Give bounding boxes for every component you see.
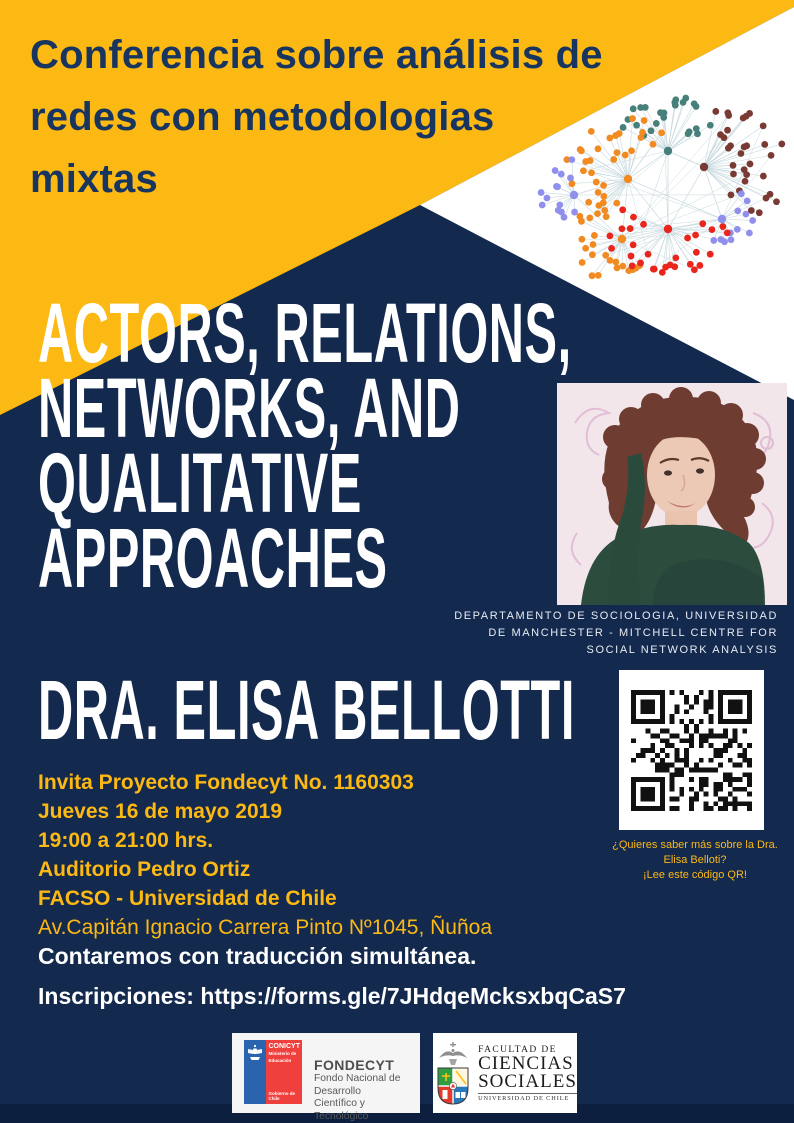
detail-time: 19:00 a 21:00 hrs. <box>38 829 214 852</box>
headline-line-2: NETWORKS, AND <box>38 361 461 455</box>
government-label: Gobierno de Chile <box>268 1091 296 1101</box>
ministry-line: Ministerio de <box>268 1051 297 1056</box>
facso-text <box>478 1045 577 1102</box>
event-details <box>38 768 492 942</box>
headline-line-4: APPROACHES <box>38 511 388 605</box>
qr-caption-line: ¡Lee este código QR! <box>643 869 747 881</box>
detail-organizer: Invita Proyecto Fondecyt No. 1160303 <box>38 771 414 794</box>
faculty-name-line: CIENCIAS <box>478 1052 574 1074</box>
speaker-affiliation <box>454 608 778 659</box>
poster-title-line: Conferencia sobre análisis de <box>30 33 603 77</box>
conicyt-brand: CONICYT <box>268 1043 300 1050</box>
uchile-shield-icon <box>433 1040 473 1106</box>
fondecyt-text <box>314 1057 420 1123</box>
qr-caption <box>599 838 791 883</box>
conicyt-emblem <box>244 1040 302 1104</box>
university-name: UNIVERSIDAD DE CHILE <box>478 1093 577 1102</box>
fondecyt-desc-line: Científico y Tecnológico <box>314 1098 369 1122</box>
fondecyt-desc-line: Fondo Nacional de Desarrollo <box>314 1073 401 1097</box>
qr-caption-line: ¿Quieres saber más sobre la Dra. Elisa Belloti? <box>612 839 778 866</box>
headline-line-1: ACTORS, RELATIONS, <box>38 286 572 380</box>
fondecyt-name: FONDECYT <box>314 1057 395 1073</box>
poster-title-line: mixtas <box>30 157 158 201</box>
chile-coat-of-arms-icon <box>244 1040 266 1104</box>
affiliation-line: DE MANCHESTER - MITCHELL CENTRE FOR <box>488 627 778 639</box>
ministry-line: Educación <box>268 1057 292 1063</box>
faculty-prefix: FACULTAD DE <box>478 1044 557 1055</box>
translation-note: Contaremos con traducción simultánea. <box>38 943 477 969</box>
conicyt-emblem-text <box>266 1040 303 1104</box>
detail-venue: Auditorio Pedro Ortiz <box>38 858 251 881</box>
affiliation-line: SOCIAL NETWORK ANALYSIS <box>586 644 778 656</box>
poster-title-line: redes con metodologias <box>30 95 495 139</box>
footer-info <box>38 936 626 1016</box>
facso-logo <box>433 1033 577 1113</box>
headline-line-3: QUALITATIVE <box>38 436 362 530</box>
speaker-photo <box>557 383 787 605</box>
affiliation-line: DEPARTAMENTO DE SOCIOLOGIA, UNIVERSIDAD <box>454 610 778 622</box>
qr-code <box>619 670 764 830</box>
detail-institution: FACSO - Universidad de Chile <box>38 887 337 910</box>
registration-url: Inscripciones: https://forms.gle/7JHdqeMcksxbqCaS7 <box>38 983 626 1009</box>
fondecyt-logo <box>232 1033 420 1122</box>
speaker-name: DRA. ELISA BELLOTTI <box>38 663 575 757</box>
faculty-name-line: SOCIALES <box>478 1070 577 1092</box>
detail-date: Jueves 16 de mayo 2019 <box>38 800 283 823</box>
detail-address: Av.Capitán Ignacio Carrera Pinto Nº1045, Ñuñoa <box>38 916 492 939</box>
poster-title <box>30 24 603 210</box>
